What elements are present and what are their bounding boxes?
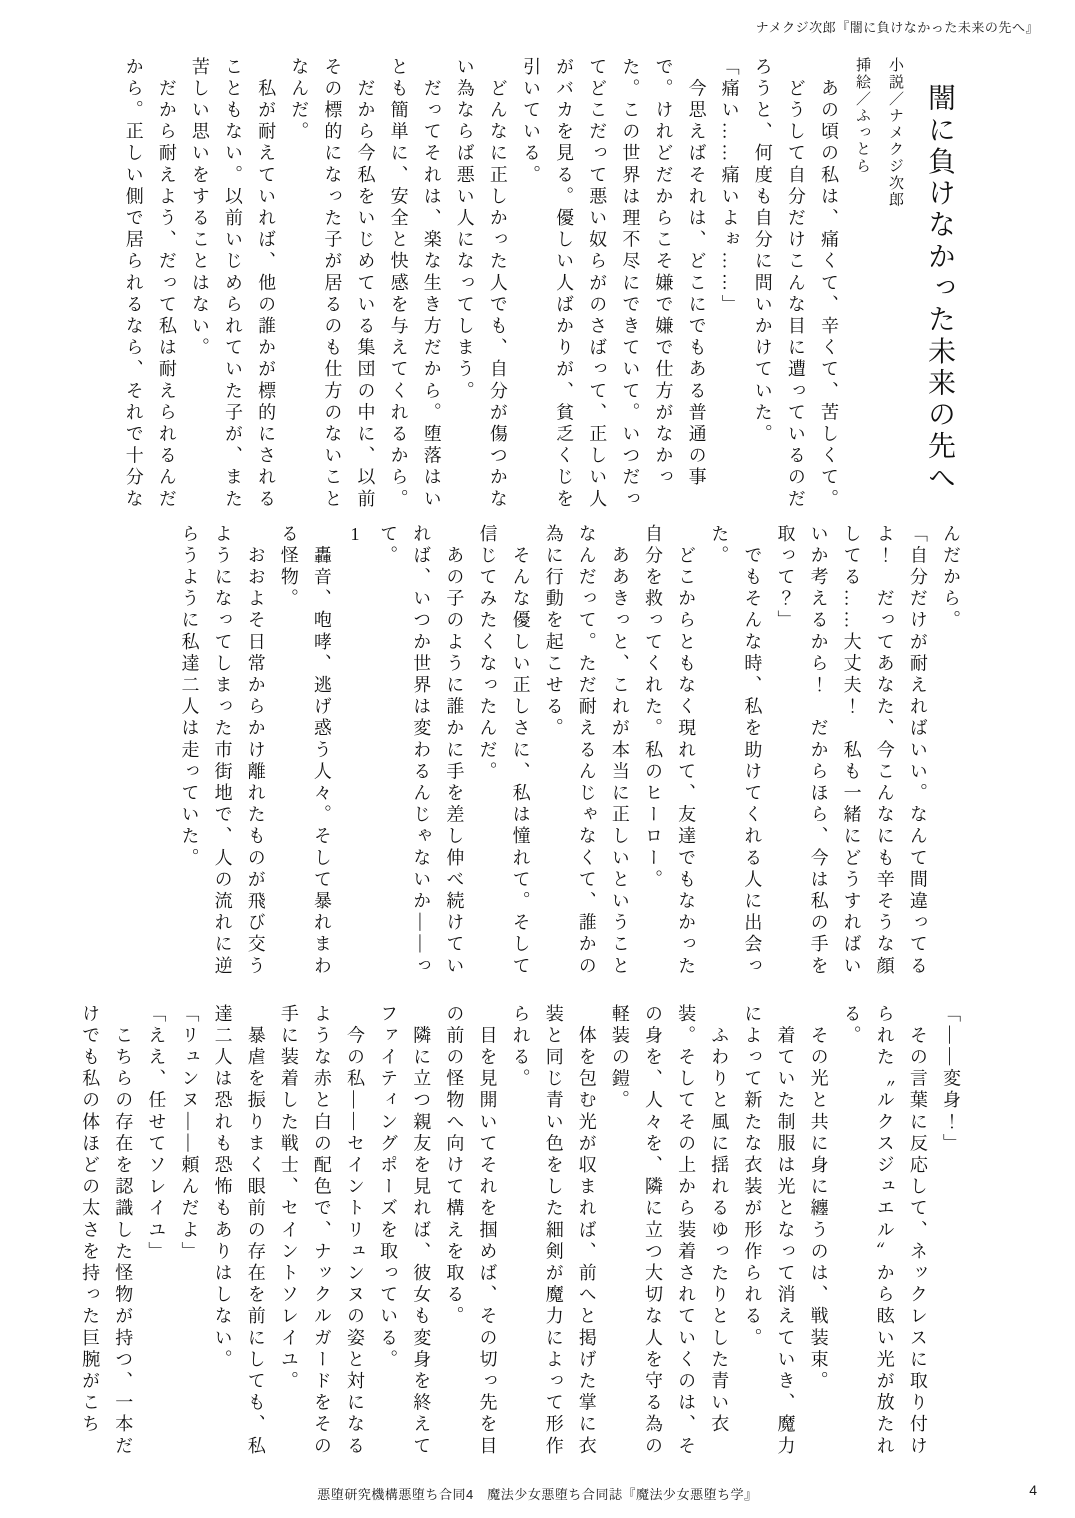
paragraph: だから今私をいじめている集団の中に、以前その標的になった子が居るのも仕方のないことなんだ。 [289,57,376,511]
paragraph: こちらの存在を認識した怪物が持つ、一本だけでも私の体ほどの太さを持った巨腕がこち [80,1004,134,1458]
paragraph: 隣に立つ親友を見れば、彼女も変身を終えてファイティングポーズを取っている。 [378,1004,432,1458]
paragraph: 目を見開いてそれを掴めば、その切っ先を目の前の怪物へ向けて構えを取る。 [444,1004,498,1458]
running-head: ナメクジ次郎『闇に負けなかった未来の先へ』 [755,20,1039,35]
paragraph: どんなに正しかった人でも、自分が傷つかない為ならば悪い人になってしまう。 [454,57,508,511]
paragraph: その光と共に身に纏うのは、戦装束。 [808,1004,829,1393]
paragraph: 今思えばそれは、どこにでもある普通の事で。けれどだからこそ嫌で嫌で仕方がなかった。この世界は理不尽にできていて。いつだってどこだって悪い奴らがのさばって、正しい人がバカを見る。優しい人ばかりが、貧乏くじを引いている。 [521,57,707,511]
novel-credit: 小説／ナメクジ次郎 [887,57,903,209]
paragraph: あの子のように誰かに手を差し伸べ続けていれば、いつか世界は変わるんじゃないか——って。 [378,524,465,978]
paragraph: 「痛い……痛いよぉ……」 [719,57,740,317]
paragraph: どこからともなく現れて、友達でもなかった自分を救ってくれた。私のヒーロー。 [643,524,697,978]
section-transformation [67,1004,967,1466]
paragraph: 暴虐を振りまく眼前の存在を前にしても、私達二人は恐れも恐怖もありはしない。 [212,1004,266,1458]
paragraph: ああきっと、これが本当に正しいということなんだって。ただ耐えるんじゃなくて、誰かの為に行動を起こせる。 [543,524,630,978]
section-encounter [67,524,967,986]
paragraph: ふわりと風に揺れるゆったりとした青い衣装。そしてその上から装着されていくのは、その身を、人々を、隣に立つ大切な人を守る為の軽装の鎧。 [609,1004,730,1458]
paragraph: 「リュンヌ——頼んだよ」 [179,1004,200,1264]
paragraph: 私が耐えていれば、他の誰かが標的にされることもない。以前いじめられていた子が、また苦しい思いをすることはない。 [189,57,277,511]
paragraph: だから耐えよう、だって私は耐えられるんだから。正しい側で居られるなら、それで十分な [123,57,177,511]
paragraph: でもそんな時、私を助けてくれる人に出会った。 [709,524,763,978]
paragraph: 「自分だけが耐えればいい。なんて間違ってるよ！ だってあなた、今こんなにも辛そうな顔してる……大丈夫！ 私も一緒にどうすればいいか考えるから！ だからほら、今は私の手を取って？」 [775,524,928,978]
paragraph: 轟音、咆哮、逃げ惑う人々。そして暴れまわる怪物。 [278,524,332,978]
page-number: 4 [1029,1482,1037,1498]
paragraph: だってそれは、楽な生き方だから。堕落はいとも簡単に、安全と快感を与えてくれるから。 [388,57,442,511]
paragraph: 着ていた制服は光となって消えていき、魔力によって新たな衣装が形作られる。 [742,1004,796,1458]
paragraph: んだから。 [941,524,961,632]
paragraph: おおよそ日常からかけ離れたものが飛び交うようになってしまった市街地で、人の流れに逆らうように私達二人は走っていた。 [179,524,266,978]
paragraph: そんな優しい正しさに、私は憧れて。そして信じてみたくなったんだ。 [477,524,531,978]
chapter-number: 1 [345,524,366,548]
paragraph: その言葉に反応して、ネックレスに取り付けられた〝ルクスジュエル〟から眩い光が放たれる。 [841,1004,928,1458]
page-title: 闇に負けなかった未来の先へ [924,83,955,495]
section-prologue [67,57,967,519]
paragraph: 「——変身！」 [941,1004,961,1156]
paragraph: どうして自分だけこんな目に遭っているのだろうと、何度も自分に問いかけていた。 [752,57,806,511]
paragraph: 今の私——セイントリュンヌの姿と対になるような赤と白の配色で、ナックルガードをその手に装着した戦士、セイントソレイユ。 [278,1004,366,1458]
illustration-credit: 挿絵／ふっとら [854,57,870,175]
footer-credit-line: 悪堕研究機構悪堕ち合同4 魔法少女悪堕ち合同誌『魔法少女悪堕ち学』 [317,1487,758,1502]
paragraph: あの頃の私は、痛くて、辛くて、苦しくて。 [819,57,839,511]
paragraph: 体を包む光が収まれば、前へと掲げた掌に衣装と同じ青い色をした細剣が魔力によって形作られる。 [510,1004,597,1458]
paragraph: 「ええ、任せてソレイユ」 [146,1004,167,1264]
